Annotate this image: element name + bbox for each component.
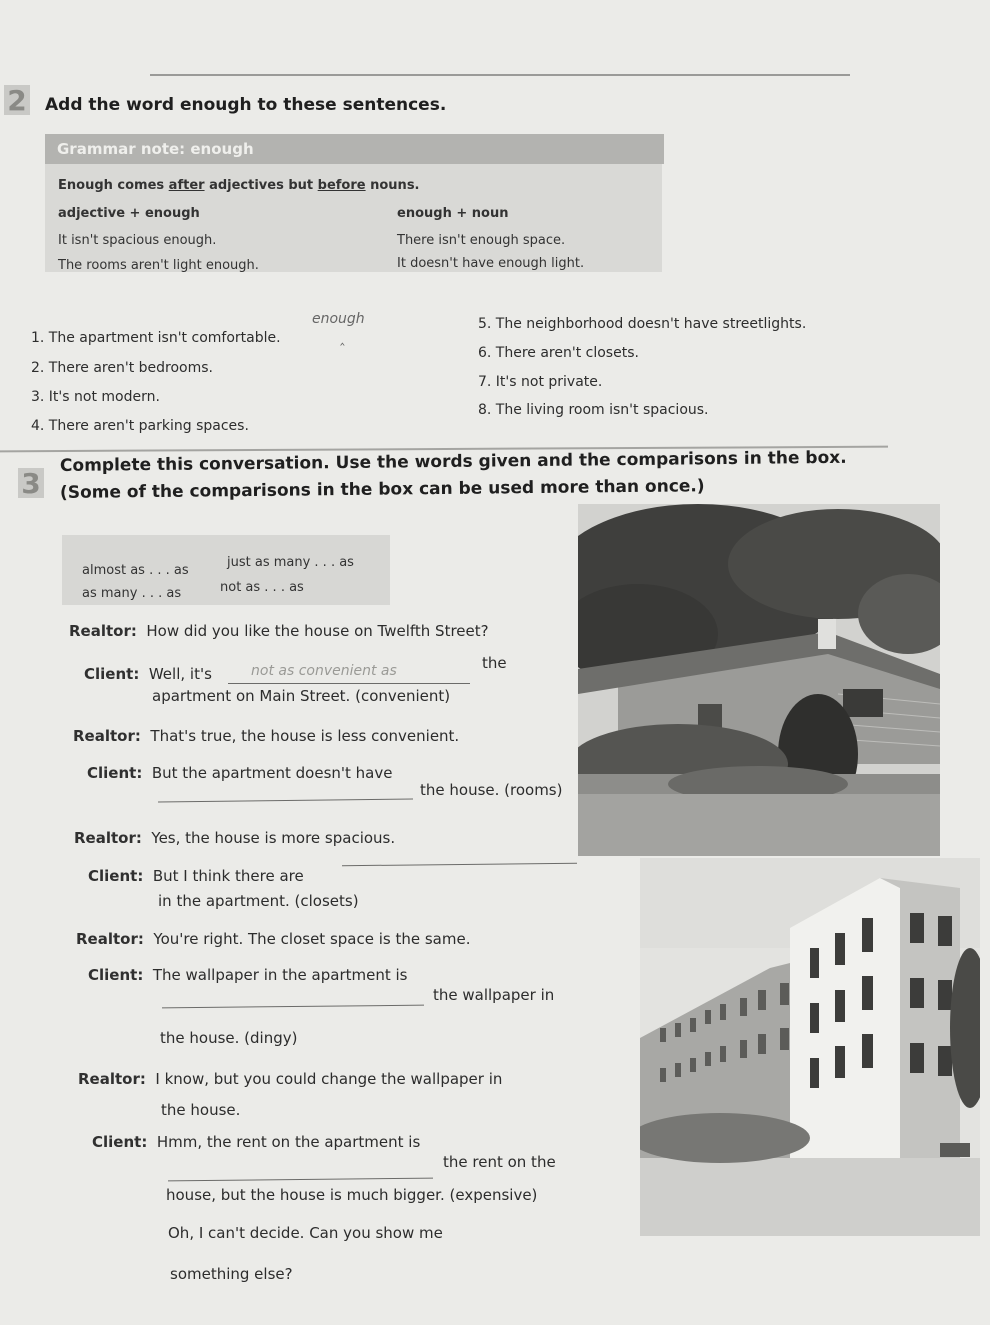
line-17-after: the rent on the xyxy=(443,1153,556,1171)
answer-text-1: not as convenient as xyxy=(251,663,397,679)
exercise-2-title: Add the word enough to these sentences. xyxy=(45,95,447,115)
box-phrase-not-as: not as . . . as xyxy=(220,580,304,595)
rule-part: nouns. xyxy=(365,178,420,193)
line-text: Well, it's xyxy=(148,665,212,683)
item-1 xyxy=(31,330,281,346)
answer-blank-1[interactable] xyxy=(228,683,470,684)
caret-mark: ‸ xyxy=(340,330,345,346)
grammar-rule xyxy=(58,178,420,193)
item-5: 5. The neighborhood doesn't have streetlights. xyxy=(478,316,807,332)
line-12-after: the wallpaper in xyxy=(433,986,555,1004)
townhouse-photo xyxy=(640,858,980,1236)
speaker-client: Client: xyxy=(92,1133,148,1151)
line-20: something else? xyxy=(170,1265,293,1283)
line-9: in the apartment. (closets) xyxy=(158,892,359,910)
answer-blank-2[interactable] xyxy=(158,798,413,802)
line-13: the house. (dingy) xyxy=(160,1029,298,1047)
speaker-client: Client: xyxy=(88,966,144,984)
grammar-right-example-1: There isn't enough space. xyxy=(397,233,566,248)
top-rule xyxy=(150,74,850,76)
line-18: house, but the house is much bigger. (expensive) xyxy=(166,1186,538,1204)
grammar-left-heading: adjective + enough xyxy=(58,206,200,221)
item-1-text: 1. The apartment isn't comfortable xyxy=(31,330,277,346)
line-2 xyxy=(84,665,212,683)
box-phrase-almost-as: almost as . . . as xyxy=(82,563,189,578)
line-5 xyxy=(87,764,392,782)
line-text: Yes, the house is more spacious. xyxy=(151,829,396,847)
line-text: Hmm, the rent on the apartment is xyxy=(156,1133,421,1151)
line-text: You're right. The closet space is the same. xyxy=(153,930,471,948)
grammar-right-heading: enough + noun xyxy=(397,206,509,221)
answer-blank-3[interactable] xyxy=(342,863,577,866)
speaker-realtor: Realtor: xyxy=(74,829,142,847)
grammar-note-title: Grammar note: enough xyxy=(45,134,664,164)
item-3: 3. It's not modern. xyxy=(31,389,160,405)
exercise-3-title-line-1: Complete this conversation. Use the words given and the comparisons in the box. xyxy=(59,447,847,476)
line-7 xyxy=(74,829,395,847)
line-10 xyxy=(76,930,470,948)
item-1-period: . xyxy=(276,330,281,346)
line-14 xyxy=(78,1070,502,1088)
speaker-realtor: Realtor: xyxy=(78,1070,146,1088)
exercise-number-3: 3 xyxy=(18,468,44,498)
grammar-right-example-2: It doesn't have enough light. xyxy=(397,256,585,271)
box-phrase-as-many: as many . . . as xyxy=(82,586,182,601)
line-4 xyxy=(73,727,459,745)
box-phrase-just-as-many: just as many . . . as xyxy=(227,555,354,570)
house-photo xyxy=(578,504,940,856)
line-3: apartment on Main Street. (convenient) xyxy=(152,687,451,705)
grammar-left-example-1: It isn't spacious enough. xyxy=(58,233,217,248)
rule-part-after: after xyxy=(168,178,205,193)
line-8 xyxy=(88,867,304,885)
line-text: The wallpaper in the apartment is xyxy=(152,966,408,984)
speaker-realtor: Realtor: xyxy=(73,727,141,745)
line-16 xyxy=(92,1133,420,1151)
rule-part: Enough comes xyxy=(58,178,169,193)
item-6: 6. There aren't closets. xyxy=(478,345,639,361)
line-text: But I think there are xyxy=(152,867,304,885)
rule-part: adjectives but xyxy=(204,178,318,193)
speaker-realtor: Realtor: xyxy=(69,622,137,640)
line-19: Oh, I can't decide. Can you show me xyxy=(168,1224,443,1242)
line-11 xyxy=(88,966,407,984)
line-1 xyxy=(69,622,489,640)
line-text: But the apartment doesn't have xyxy=(151,764,393,782)
handwritten-enough: enough xyxy=(312,311,365,327)
speaker-client: Client: xyxy=(84,665,140,683)
line-text: I know, but you could change the wallpaper in xyxy=(155,1070,503,1088)
answer-blank-4[interactable] xyxy=(162,1005,424,1009)
item-4: 4. There aren't parking spaces. xyxy=(31,418,249,434)
comparison-box xyxy=(62,535,390,605)
grammar-note-box xyxy=(45,134,662,272)
exercise-number-2: 2 xyxy=(4,85,30,115)
line-text: That's true, the house is less convenient. xyxy=(150,727,460,745)
exercise-3-title-line-2: (Some of the comparisons in the box can be used more than once.) xyxy=(59,476,705,503)
item-8: 8. The living room isn't spacious. xyxy=(478,402,709,418)
speaker-client: Client: xyxy=(88,867,144,885)
item-7: 7. It's not private. xyxy=(478,374,603,390)
line-6-after: the house. (rooms) xyxy=(420,781,563,799)
answer-blank-5[interactable] xyxy=(168,1178,433,1182)
speaker-realtor: Realtor: xyxy=(76,930,144,948)
speaker-client: Client: xyxy=(87,764,143,782)
grammar-left-example-2: The rooms aren't light enough. xyxy=(58,258,259,273)
line-2-after: the xyxy=(482,654,507,672)
rule-part-before: before xyxy=(317,178,366,193)
line-15: the house. xyxy=(161,1101,241,1119)
item-2: 2. There aren't bedrooms. xyxy=(31,360,214,376)
line-text: How did you like the house on Twelfth Street? xyxy=(146,622,489,640)
